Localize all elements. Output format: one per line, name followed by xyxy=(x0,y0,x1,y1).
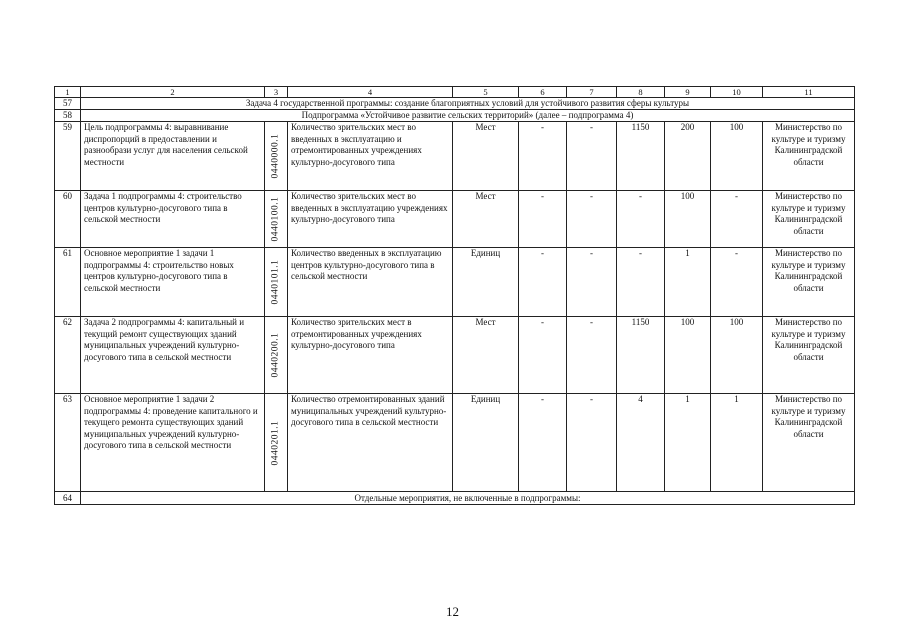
value-col10: 100 xyxy=(711,317,763,394)
section-title: Подпрограмма «Устойчивое развитие сельских территорий» (далее – подпрограмма 4) xyxy=(81,110,855,122)
column-number: 3 xyxy=(265,87,288,98)
row-number: 57 xyxy=(55,98,81,110)
indicator-name: Количество зрительских мест в отремонтированных учреждениях культурно-досугового типа xyxy=(288,317,453,394)
row-number: 61 xyxy=(55,248,81,317)
item-code-text: 0440201.1 xyxy=(270,420,281,465)
item-code-text: 0440000.1 xyxy=(270,133,281,179)
table-row xyxy=(55,248,855,317)
value-col7: - xyxy=(567,394,617,492)
column-number: 7 xyxy=(567,87,617,98)
column-number: 1 xyxy=(55,87,81,98)
row-number: 64 xyxy=(55,492,81,505)
page-number: 12 xyxy=(446,604,459,619)
table-row xyxy=(55,110,855,122)
value-col6: - xyxy=(519,248,567,317)
section-title: Отдельные мероприятия, не включенные в подпрограммы: xyxy=(81,492,855,505)
indicator-name: Количество введенных в эксплуатацию центров культурно-досугового типа в сельской местности xyxy=(288,248,453,317)
responsible: Министерство по культуре и туризму Калининградской области xyxy=(763,122,855,191)
row-number: 59 xyxy=(55,122,81,191)
table-row xyxy=(55,122,855,191)
column-number: 11 xyxy=(763,87,855,98)
row-number: 62 xyxy=(55,317,81,394)
indicators-table xyxy=(54,86,855,505)
column-number: 10 xyxy=(711,87,763,98)
value-col8: 1150 xyxy=(617,122,665,191)
unit: Единиц xyxy=(453,248,519,317)
column-number: 6 xyxy=(519,87,567,98)
value-col10: 100 xyxy=(711,122,763,191)
item-name: Задача 2 подпрограммы 4: капитальный и текущий ремонт существующих зданий муниципальных учреждений культурно-досугового типа в сельской местности xyxy=(81,317,265,394)
table-row xyxy=(55,492,855,505)
item-code xyxy=(265,191,288,248)
value-col9: 100 xyxy=(665,317,711,394)
value-col10: 1 xyxy=(711,394,763,492)
row-number: 63 xyxy=(55,394,81,492)
value-col6: - xyxy=(519,317,567,394)
value-col8: - xyxy=(617,191,665,248)
row-number: 60 xyxy=(55,191,81,248)
value-col6: - xyxy=(519,122,567,191)
item-code-text: 0440101.1 xyxy=(270,259,281,305)
value-col6: - xyxy=(519,191,567,248)
value-col9: 100 xyxy=(665,191,711,248)
column-numbers-row xyxy=(55,87,855,98)
unit: Мест xyxy=(453,122,519,191)
table-row xyxy=(55,191,855,248)
value-col9: 200 xyxy=(665,122,711,191)
item-code xyxy=(265,394,288,492)
table-row xyxy=(55,98,855,110)
responsible: Министерство по культуре и туризму Калининградской области xyxy=(763,317,855,394)
row-number: 58 xyxy=(55,110,81,122)
item-code xyxy=(265,122,288,191)
value-col6: - xyxy=(519,394,567,492)
value-col9: 1 xyxy=(665,394,711,492)
unit: Единиц xyxy=(453,394,519,492)
column-number: 4 xyxy=(288,87,453,98)
value-col8: - xyxy=(617,248,665,317)
column-number: 8 xyxy=(617,87,665,98)
value-col10: - xyxy=(711,191,763,248)
column-number: 5 xyxy=(453,87,519,98)
unit: Мест xyxy=(453,191,519,248)
value-col7: - xyxy=(567,248,617,317)
indicator-name: Количество зрительских мест во введенных в эксплуатацию и отремонтированных учреждениях культурно-досугового типа xyxy=(288,122,453,191)
column-number: 9 xyxy=(665,87,711,98)
responsible: Министерство по культуре и туризму Калининградской области xyxy=(763,191,855,248)
value-col7: - xyxy=(567,317,617,394)
item-name: Задача 1 подпрограммы 4: строительство центров культурно-досугового типа в сельской местности xyxy=(81,191,265,248)
unit: Мест xyxy=(453,317,519,394)
item-code xyxy=(265,248,288,317)
item-name: Основное мероприятие 1 задачи 2 подпрограммы 4: проведение капитального и текущего ремонта существующих зданий муниципальных учреждений культурно-досугового типа в сельской местности xyxy=(81,394,265,492)
item-code-text: 0440100.1 xyxy=(270,196,281,242)
value-col8: 4 xyxy=(617,394,665,492)
item-code-text: 0440200.1 xyxy=(270,332,281,378)
item-name: Основное мероприятие 1 задачи 1 подпрограммы 4: строительство новых центров культурно-досугового типа в сельской местности xyxy=(81,248,265,317)
table-row xyxy=(55,394,855,492)
responsible: Министерство по культуре и туризму Калининградской области xyxy=(763,394,855,492)
value-col7: - xyxy=(567,191,617,248)
value-col9: 1 xyxy=(665,248,711,317)
value-col7: - xyxy=(567,122,617,191)
indicator-name: Количество зрительских мест во введенных в эксплуатацию учреждениях культурно-досугового типа xyxy=(288,191,453,248)
indicator-name: Количество отремонтированных зданий муниципальных учреждений культурно-досугового типа в сельской местности xyxy=(288,394,453,492)
table-row xyxy=(55,317,855,394)
value-col8: 1150 xyxy=(617,317,665,394)
item-code xyxy=(265,317,288,394)
value-col10: - xyxy=(711,248,763,317)
responsible: Министерство по культуре и туризму Калининградской области xyxy=(763,248,855,317)
section-title: Задача 4 государственной программы: создание благоприятных условий для устойчивого развития сферы культуры xyxy=(81,98,855,110)
item-name: Цель подпрограммы 4: выравнивание диспропорций в предоставлении и разнообрази услуг для населения сельской местности xyxy=(81,122,265,191)
column-number: 2 xyxy=(81,87,265,98)
